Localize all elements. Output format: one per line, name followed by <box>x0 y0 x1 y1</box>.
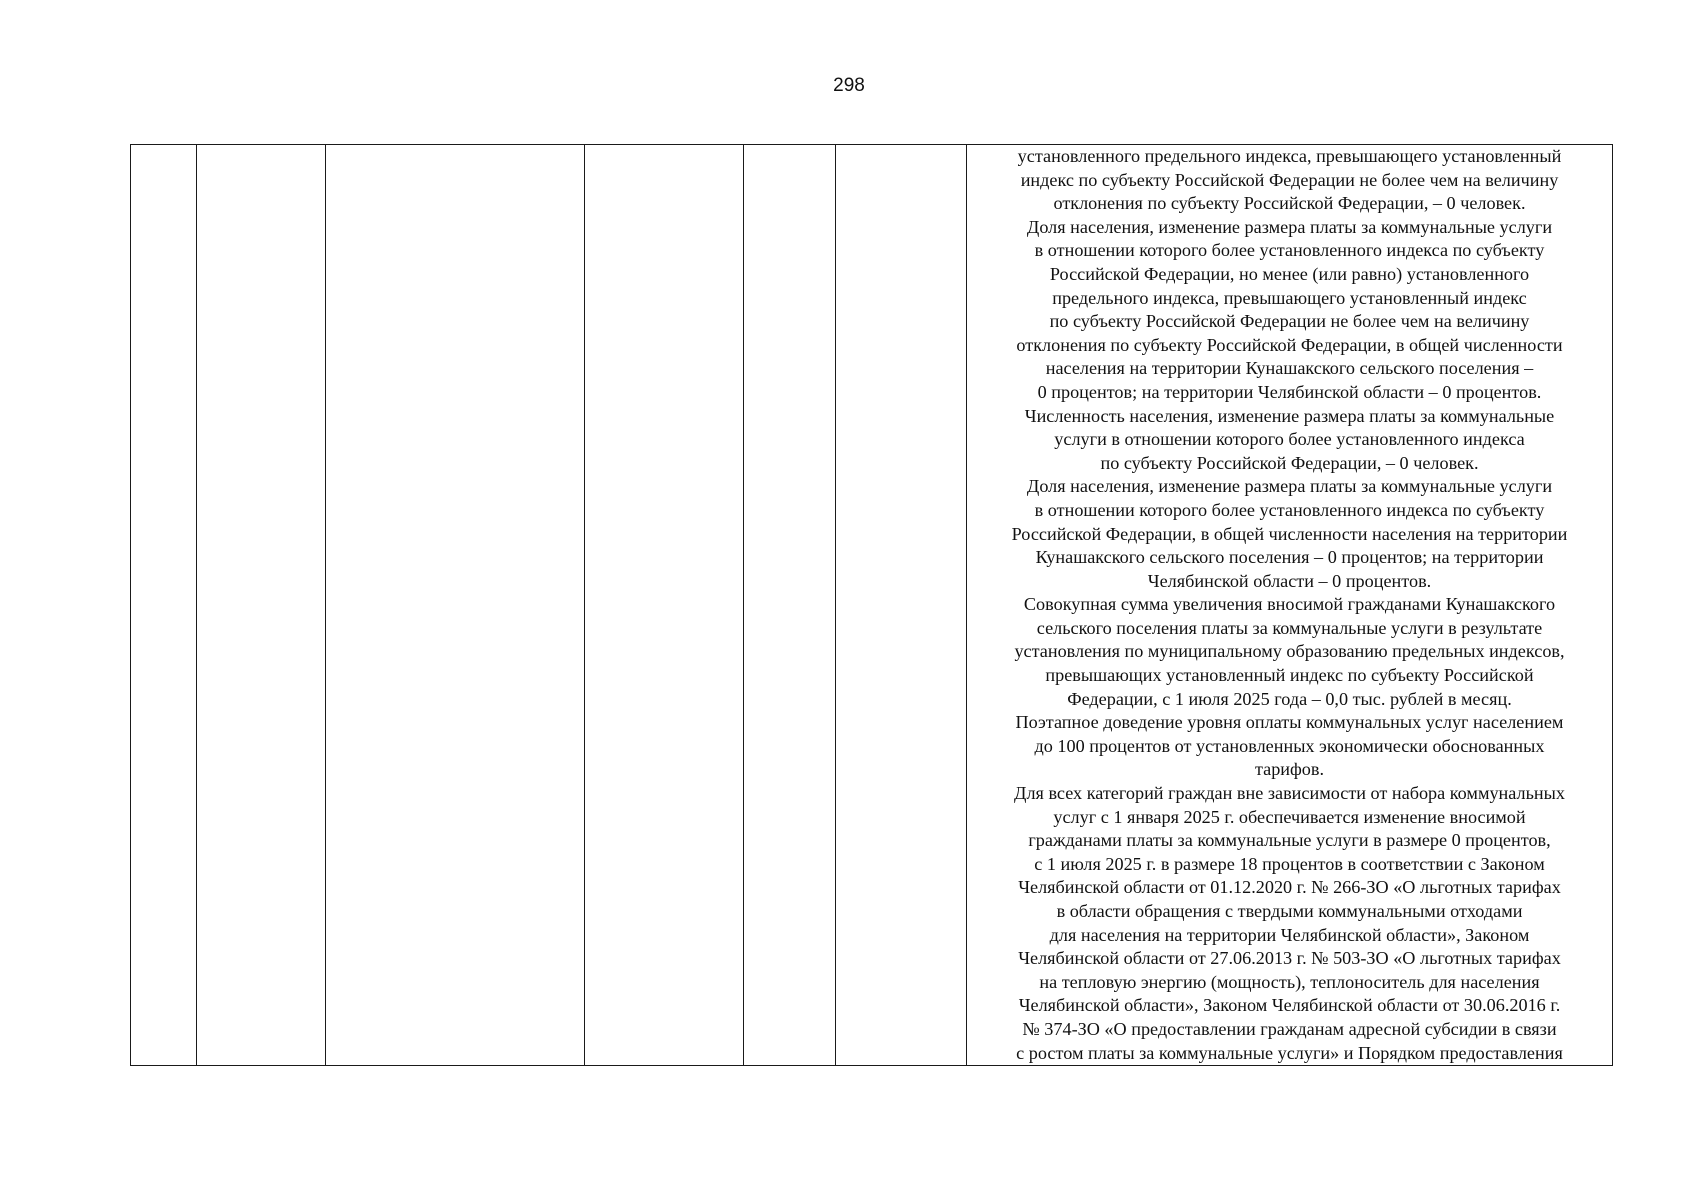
text-line: в отношении которого более установленного индекса по субъекту <box>1034 240 1545 261</box>
text-line: Федерации, с 1 июля 2025 года – 0,0 тыс. рублей в месяц. <box>1067 688 1512 709</box>
table-cell-col-1 <box>131 145 197 1066</box>
table-cell-col-6 <box>836 145 967 1066</box>
text-line: предельного индекса, превышающего установленный индекс <box>1052 287 1527 308</box>
text-line: услуг с 1 января 2025 г. обеспечивается изменение вносимой <box>1053 806 1526 827</box>
text-line: для населения на территории Челябинской области», Законом <box>1049 924 1530 945</box>
text-line: в области обращения с твердыми коммунальными отходами <box>1056 901 1523 921</box>
text-line: Российской Федерации, но менее (или равно) установленного <box>1049 263 1530 284</box>
table-cell-col-5 <box>744 145 836 1066</box>
text-line: с 1 июля 2025 г. в размере 18 процентов в соответствии с Законом <box>1034 853 1545 874</box>
text-line: Челябинской области – 0 процентов. <box>1147 570 1432 591</box>
text-line: Челябинской области от 27.06.2013 г. № 503-ЗО «О льготных тарифах <box>1018 948 1561 969</box>
document-table <box>130 144 1613 1066</box>
text-line: Кунашакского сельского поселения – 0 процентов; на территории <box>1035 547 1544 568</box>
table-cell-description <box>967 145 1613 1066</box>
text-line: Численность населения, изменение размера платы за коммунальные <box>1024 405 1555 426</box>
text-line: Доля населения, изменение размера платы за коммунальные услуги <box>1026 216 1553 237</box>
text-line: Поэтапное доведение уровня оплаты коммунальных услуг населением <box>1015 712 1564 733</box>
table-cell-col-3 <box>326 145 585 1066</box>
text-line: 0 процентов; на территории Челябинской области – 0 процентов. <box>1037 381 1542 402</box>
text-line: № 374-ЗО «О предоставлении гражданам адресной субсидии в связи <box>1022 1018 1557 1039</box>
text-line: Для всех категорий граждан вне зависимости от набора коммунальных <box>1014 783 1565 804</box>
description-text <box>967 145 1612 1065</box>
text-line: Челябинской области», Законом Челябинской области от 30.06.2016 г. <box>1018 995 1561 1016</box>
page-number: 298 <box>833 75 865 96</box>
text-line: с ростом платы за коммунальные услуги» и Порядком предоставления <box>1016 1042 1563 1063</box>
text-line: сельского поселения платы за коммунальные услуги в результате <box>1036 617 1543 638</box>
text-line: гражданами платы за коммунальные услуги в размере 0 процентов, <box>1028 830 1551 851</box>
text-line: превышающих установленный индекс по субъекту Российской <box>1045 665 1534 686</box>
text-line: отклонения по субъекту Российской Федерации, – 0 человек. <box>1053 193 1526 214</box>
text-line: в отношении которого более установленного индекса по субъекту <box>1034 499 1545 520</box>
table-cell-col-2 <box>197 145 326 1066</box>
text-line: до 100 процентов от установленных экономически обоснованных <box>1034 735 1545 756</box>
text-line: Совокупная сумма увеличения вносимой гражданами Кунашакского <box>1023 594 1556 615</box>
table-row <box>131 145 1613 1066</box>
text-line: индекс по субъекту Российской Федерации не более чем на величину <box>1020 169 1559 190</box>
text-line: Российской Федерации, в общей численности населения на территории <box>1011 523 1568 544</box>
text-line: Доля населения, изменение размера платы за коммунальные услуги <box>1026 476 1553 497</box>
text-line: населения на территории Кунашакского сельского поселения – <box>1045 358 1534 379</box>
text-line: по субъекту Российской Федерации не более чем на величину <box>1049 311 1530 332</box>
text-line: по субъекту Российской Федерации, – 0 человек. <box>1100 452 1479 473</box>
table-cell-col-4 <box>585 145 744 1066</box>
text-line: на тепловую энергию (мощность), теплоноситель для населения <box>1039 971 1540 992</box>
text-line: тарифов. <box>1254 759 1325 780</box>
text-line: Челябинской области от 01.12.2020 г. № 266-ЗО «О льготных тарифах <box>1018 877 1561 898</box>
text-line: установленного предельного индекса, превышающего установленный <box>1017 146 1562 166</box>
text-line: установления по муниципальному образованию предельных индексов, <box>1014 641 1565 662</box>
text-line: отклонения по субъекту Российской Федерации, в общей численности <box>1016 334 1563 355</box>
text-line: услуги в отношении которого более установленного индекса <box>1054 429 1525 450</box>
